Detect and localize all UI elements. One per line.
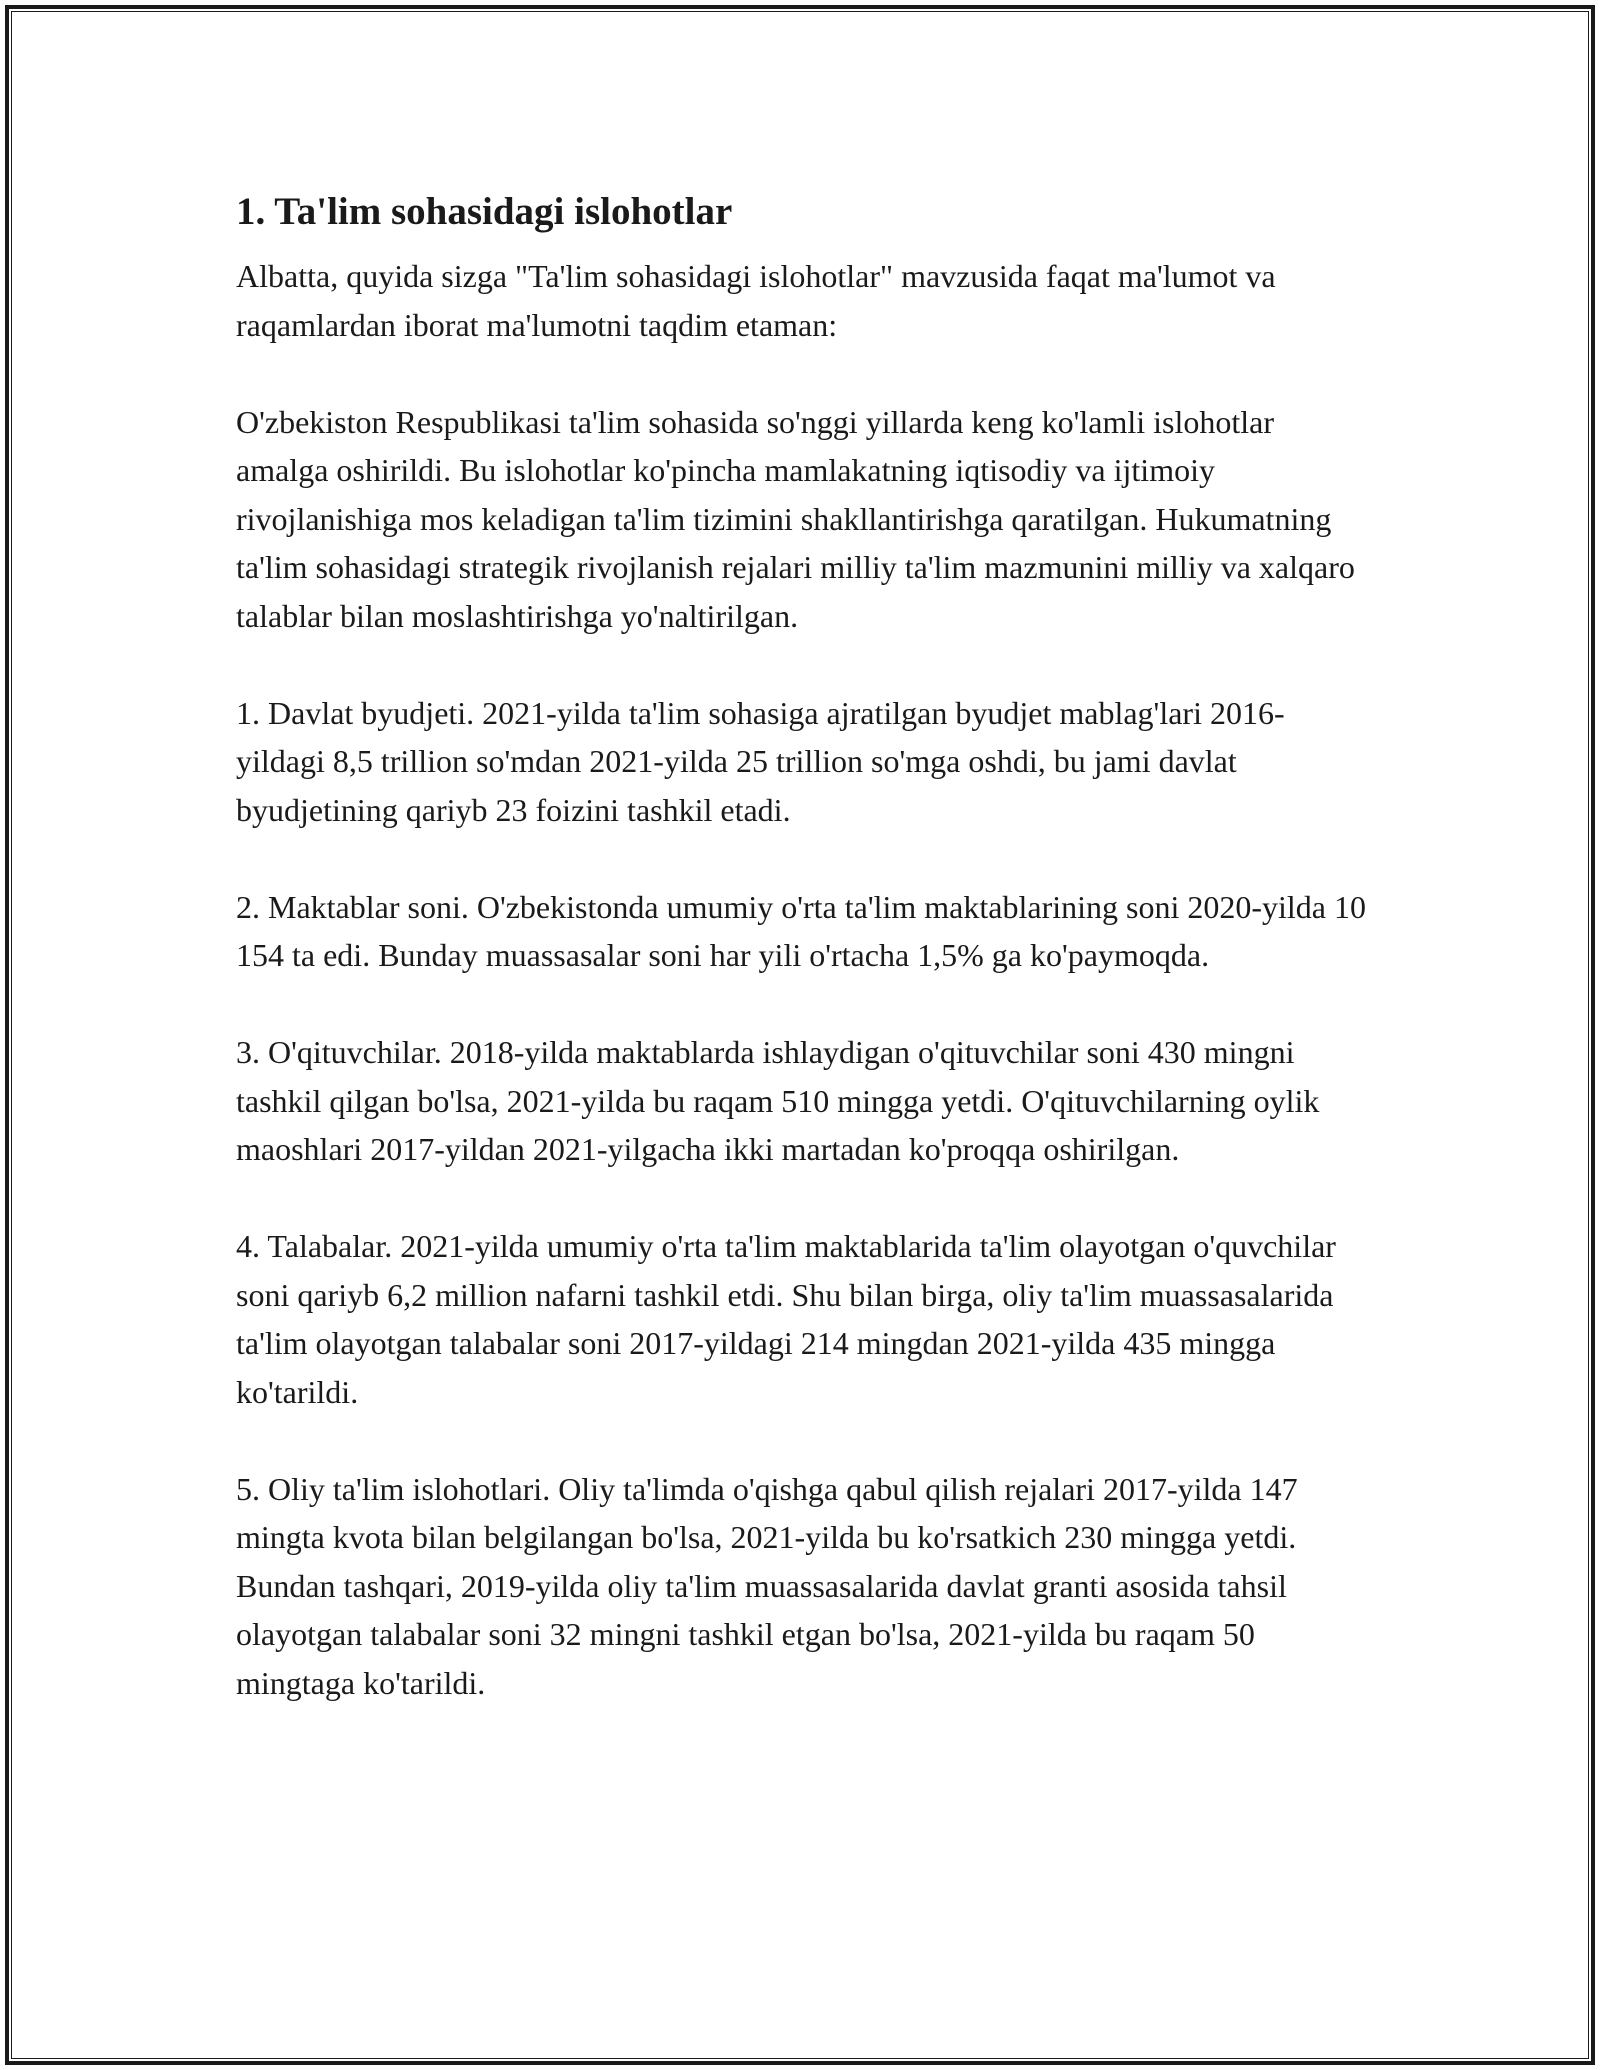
students-paragraph: 4. Talabalar. 2021-yilda umumiy o'rta ta'lim maktablarida ta'lim olayotgan o'quvchilar soni qariyb 6,2 million nafarni tashkil etdi. Shu bilan birga, oliy ta'lim muassasalarida ta'lim olayotgan talabalar soni 2017-yildagi 214 mingdan 2021-yilda 435 mingga ko'tarildi. <box>236 1228 1336 1410</box>
intro-paragraph: Albatta, quyida sizga "Ta'lim sohasidagi islohotlar" mavzusida faqat ma'lumot va raqamlardan iborat ma'lumotni taqdim etaman: <box>236 258 1276 343</box>
budget-paragraph: 1. Davlat byudjeti. 2021-yilda ta'lim sohasiga ajratilgan byudjet mablag'lari 2016-yildagi 8,5 trillion so'mdan 2021-yilda 25 trillion so'mga oshdi, bu jami davlat byudjetining qariyb 23 foizini tashkil etadi. <box>236 694 1285 828</box>
teachers-paragraph: 3. O'qituvchilar. 2018-yilda maktablarda ishlaydigan o'qituvchilar soni 430 mingni tashkil qilgan bo'lsa, 2021-yilda bu raqam 510 mingga yetdi. O'qituvchilarning oylik maoshlari 2017-yildan 2021-yilgacha ikki martadan ko'proqqa oshirilgan. <box>236 1034 1320 1167</box>
section-heading: 1. Ta'lim sohasidagi islohotlar <box>236 190 733 233</box>
schools-paragraph: 2. Maktablar soni. O'zbekistonda umumiy o'rta ta'lim maktablarining soni 2020-yilda 10 154 ta edi. Bunday muassasalar soni har yili o'rtacha 1,5% ga ko'paymoqda. <box>236 888 1366 973</box>
overview-paragraph: O'zbekiston Respublikasi ta'lim sohasida so'nggi yillarda keng ko'lamli islohotlar amalga oshirildi. Bu islohotlar ko'pincha mamlakatning iqtisodiy va ijtimoiy rivojlanishiga mos keladigan ta'lim tizimini shakllantirishga qaratilgan. Hukumatning ta'lim sohasidagi strategik rivojlanish rejalari milliy ta'lim mazmunini milliy va xalqaro talablar bilan moslashtirishga yo'naltirilgan. <box>236 403 1355 634</box>
document-body <box>236 188 1366 1756</box>
higher-education-paragraph: 5. Oliy ta'lim islohotlari. Oliy ta'limda o'qishga qabul qilish rejalari 2017-yilda 147 mingta kvota bilan belgilangan bo'lsa, 2021-yilda bu ko'rsatkich 230 mingga yetdi. Bundan tashqari, 2019-yilda oliy ta'lim muassasalarida davlat granti asosida tahsil olayotgan talabalar soni 32 mingni tashkil etgan bo'lsa, 2021-yilda bu raqam 50 mingtaga ko'tarildi. <box>236 1470 1298 1701</box>
